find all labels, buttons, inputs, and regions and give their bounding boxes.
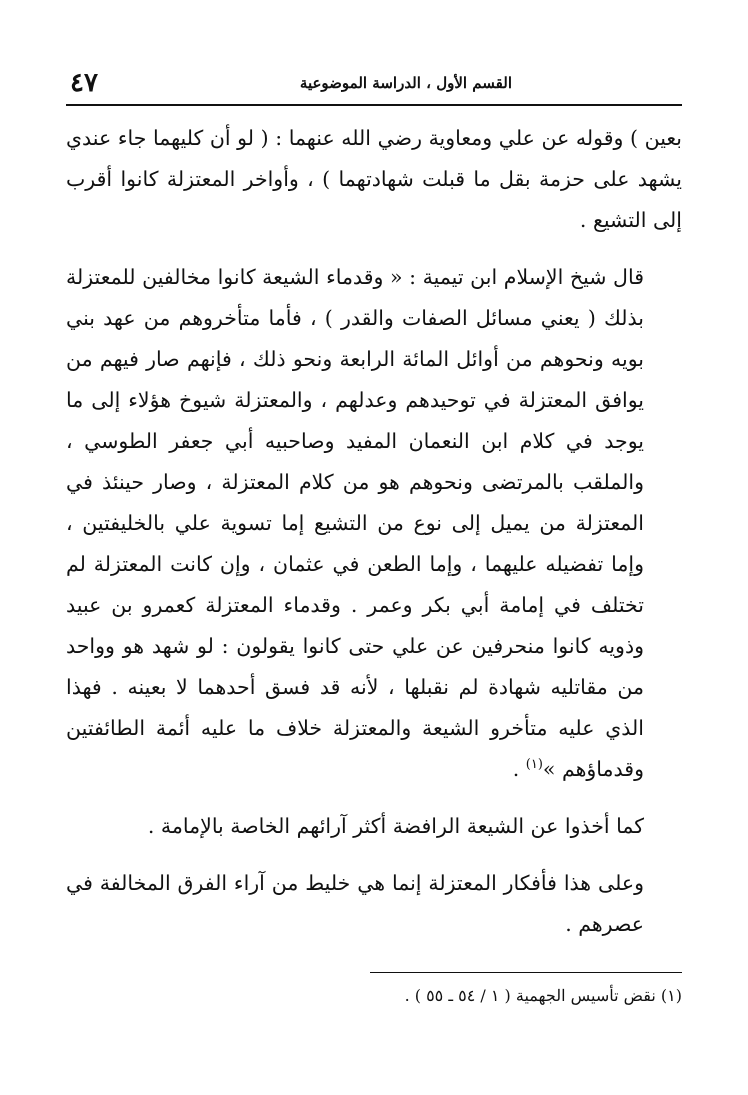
paragraph-2-end: .: [512, 757, 526, 781]
header-divider: [66, 104, 682, 106]
paragraph-4: وعلى هذا فأفكار المعتزلة إنما هي خليط من آراء الفرق المخالفة في عصرهم .: [66, 871, 644, 936]
footnote-reference: (١): [525, 757, 543, 773]
paragraph-1: بعين ) وقوله عن علي ومعاوية رضي الله عنهما : ( لو أن كليهما جاء عندي يشهد على حزمة بقل ما قبلت شهادتهما ) ، وأواخر المعتزلة كانوا أقرب إلى التشيع .: [66, 126, 682, 232]
paragraph-2: [66, 257, 682, 790]
paragraph-3: كما أخذوا عن الشيعة الرافضة أكثر آرائهم الخاصة بالإمامة .: [147, 814, 644, 838]
footnote-divider: [370, 972, 682, 973]
footnote: (١) نقض تأسيس الجهمية ( ١ / ٥٤ ـ ٥٥ ) .: [404, 986, 682, 1005]
section-title: القسم الأول ، الدراسة الموضوعية: [299, 74, 512, 92]
paragraph-2-text: قال شيخ الإسلام ابن تيمية : « وقدماء الشيعة كانوا مخالفين للمعتزلة بذلك ( يعني مسائل الصفات والقدر ) ، فأما متأخروهم من عهد بني بويه ونحوهم من أوائل المائة الرابعة ونحو ذلك ، فإنهم صار فيهم من يوافق المعتزلة في توحيدهم وعدلهم ، والمعتزلة شيوخ هؤلاء إلى ما يوجد في كلام ابن النعمان المفيد وصاحبيه أبي جعفر الطوسي ، والملقب بالمرتضى ونحوهم هو من كلام المعتزلة ، وصار حينئذ في المعتزلة من يميل إلى نوع من التشيع إما تسوية علي بالخليفتين ، وإما تفضيله عليهما ، وإما الطعن في عثمان ، وإن كانت المعتزلة لم تختلف في إمامة أبي بكر وعمر . وقدماء المعتزلة كعمرو بن عبيد وذويه كانوا منحرفين عن علي حتى كانوا يقولون : لو شهد هو وواحد من مقاتليه شهادة لم نقبلها ، لأنه قد فسق أحدهما لا بعينه . فهذا الذي عليه متأخرو الشيعة والمعتزلة خلاف ما عليه أئمة الطائفتين وقدماؤهم »: [66, 265, 644, 781]
running-header: [66, 68, 682, 102]
main-text: [66, 118, 682, 945]
page-number: ٤٧: [70, 68, 98, 98]
